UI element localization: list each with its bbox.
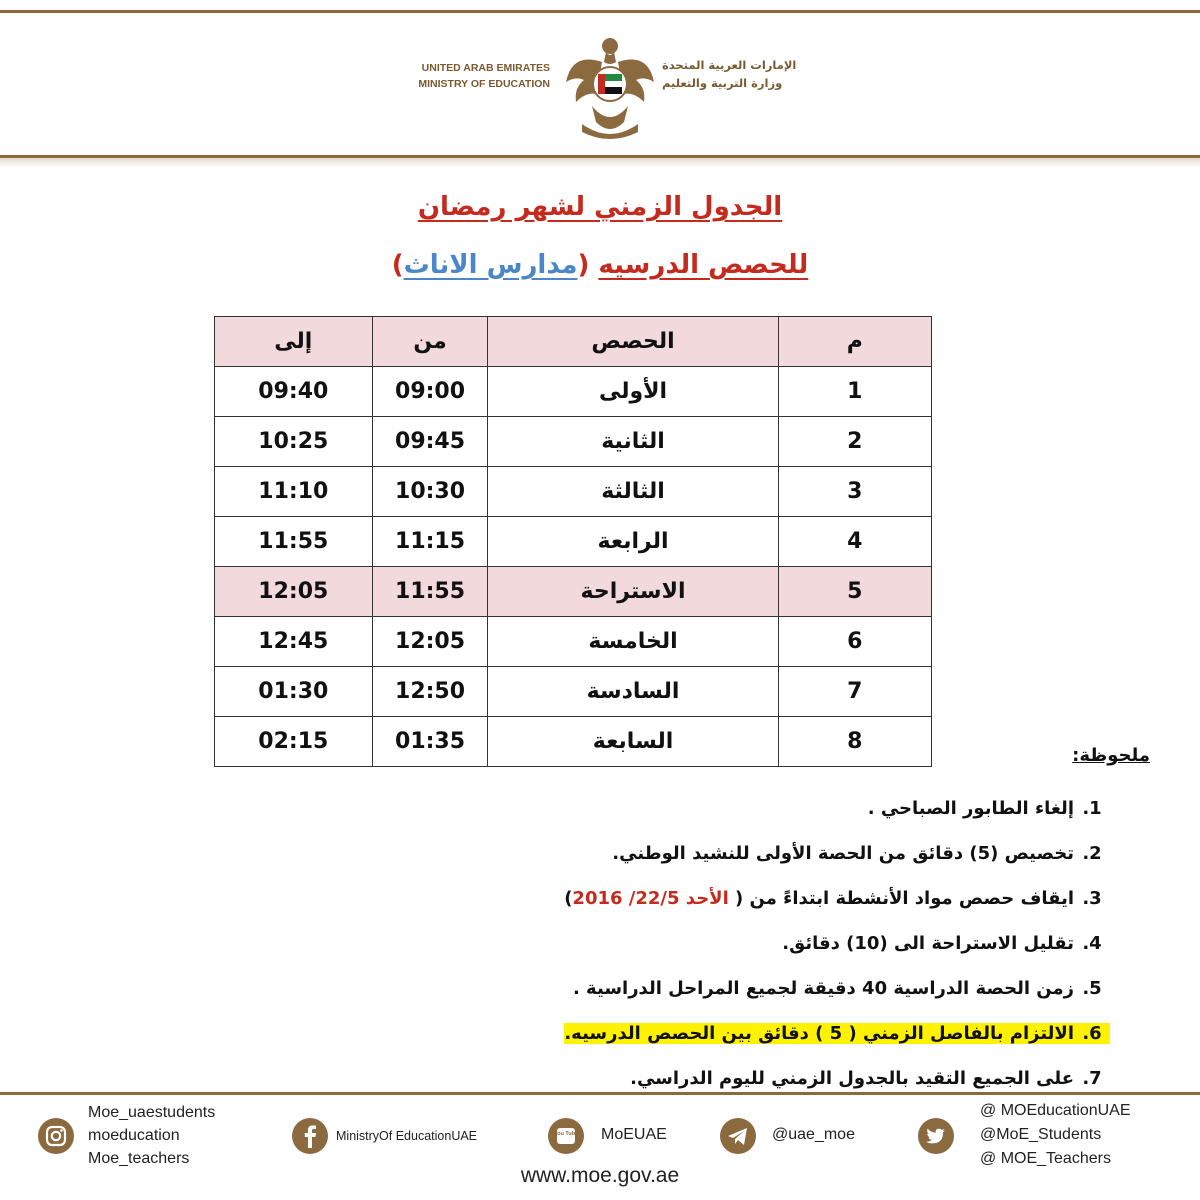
cell-period: الثالثة [488,467,778,517]
twitter-handle-teachers[interactable]: @ MOE_Teachers [980,1150,1111,1167]
note-item [500,966,1110,1011]
note-number: 3. [1082,888,1102,909]
cell-to: 11:55 [215,517,373,567]
youtube-handle[interactable]: MoEUAE [601,1126,667,1143]
notes-list [500,786,1110,1101]
subtitle-main: للحصص الدرسيه [598,250,809,280]
cell-to: 10:25 [215,417,373,467]
cell-period: الاستراحة [488,567,778,617]
youtube-icon-text [554,1131,578,1137]
note-text [564,888,1074,909]
title-line1: الجدول الزمني لشهر رمضان [417,192,783,222]
footer-rule [0,1092,1200,1095]
note-text: زمن الحصة الدراسية 40 دقيقة لجميع المراحل الدراسية . [572,978,1074,999]
top-rule [0,10,1200,13]
note-number: 6. [1074,1023,1110,1044]
cell-from: 09:00 [372,367,488,417]
header-en-line1: UNITED ARAB EMIRATES [421,62,550,74]
note-item [500,786,1110,831]
cell-from: 12:05 [372,617,488,667]
note-item-highlighted [500,1011,1110,1056]
note-text: على الجميع التقيد بالجدول الزمني لليوم الدراسي. [630,1068,1074,1089]
uae-emblem-logo [562,32,658,142]
table-header-row [215,317,932,367]
note-item [500,876,1110,921]
cell-from: 12:50 [372,667,488,717]
header-from: من [372,317,488,367]
table-row [215,517,932,567]
header-num: م [778,317,931,367]
cell-num: 3 [778,467,931,517]
telegram-icon[interactable] [720,1118,756,1154]
note-text-end: ) [564,888,573,909]
instagram-icon[interactable] [38,1118,74,1154]
facebook-handle[interactable]: MinistryOf EducationUAE [336,1129,478,1143]
cell-from: 10:30 [372,467,488,517]
cell-num: 4 [778,517,931,567]
twitter-handle-students[interactable]: @MoE_Students [980,1126,1102,1143]
twitter-handle-main[interactable]: @ MOEducationUAE [980,1102,1131,1119]
cell-num: 7 [778,667,931,717]
cell-to: 12:05 [215,567,373,617]
notes-heading: ملحوظة: [1072,745,1150,766]
twitter-icon[interactable] [918,1118,954,1154]
table-row [215,467,932,517]
note-text: إلغاء الطابور الصباحي . [867,798,1074,819]
cell-from: 01:35 [372,717,488,767]
table-row [215,417,932,467]
cell-to: 01:30 [215,667,373,717]
facebook-icon[interactable] [292,1118,328,1154]
header-rule [0,155,1200,158]
header-arabic [662,56,812,92]
cell-num: 6 [778,617,931,667]
note-item [500,921,1110,966]
cell-num: 5 [778,567,931,617]
instagram-handle-students[interactable]: Moe_uaestudents [88,1104,216,1121]
header-rule-shadow [0,158,1200,168]
cell-from: 11:55 [372,567,488,617]
note-item [500,831,1110,876]
note-number: 1. [1082,798,1102,819]
header-ar-line1: الإمارات العربية المتحدة [662,58,797,72]
note-number: 4. [1082,933,1102,954]
cell-period: الثانية [488,417,778,467]
note-number: 2. [1082,843,1102,864]
page-subtitle [0,250,1200,280]
note-text-start: ايقاف حصص مواد الأنشطة ابتداءً من ( [735,888,1074,909]
website-url[interactable]: www.moe.gov.ae [520,1164,680,1187]
cell-to: 12:45 [215,617,373,667]
cell-period: السابعة [488,717,778,767]
instagram-handle-teachers[interactable]: Moe_teachers [88,1150,190,1167]
cell-num: 8 [778,717,931,767]
schedule-table [214,316,932,767]
cell-period: الأولى [488,367,778,417]
cell-period: السادسة [488,667,778,717]
table-row-break [215,567,932,617]
header-en-line2: MINISTRY OF EDUCATION [418,78,550,90]
telegram-handle[interactable]: @uae_moe [772,1126,855,1143]
page-title [0,192,1200,222]
header-period: الحصص [488,317,778,367]
youtube-icon-you: You Tube [553,1131,579,1137]
note-text: تقليل الاستراحة الى (10) دقائق. [782,933,1074,954]
note-text: تخصيص (5) دقائق من الحصة الأولى للنشيد الوطني. [612,843,1074,864]
cell-to: 02:15 [215,717,373,767]
cell-period: الرابعة [488,517,778,567]
note-number: 5. [1082,978,1102,999]
subtitle-schools: مدارس الاناث [403,250,578,280]
header-english [390,60,550,92]
youtube-icon[interactable] [548,1118,584,1154]
table-row [215,717,932,767]
cell-from: 09:45 [372,417,488,467]
note-number: 7. [1082,1068,1102,1089]
note-text: الالتزام بالفاصل الزمني ( 5 ) دقائق بين الحصص الدرسيه. [564,1023,1074,1044]
header-to: إلى [215,317,373,367]
table-row [215,367,932,417]
cell-num: 2 [778,417,931,467]
cell-from: 11:15 [372,517,488,567]
table-row [215,617,932,667]
cell-to: 09:40 [215,367,373,417]
cell-num: 1 [778,367,931,417]
note-date: الأحد 22/5/ 2016 [572,888,729,909]
subtitle-open-paren: ( [577,250,590,280]
cell-period: الخامسة [488,617,778,667]
subtitle-close-paren: ) [391,250,404,280]
header-ar-line2: وزارة التربية والتعليم [662,76,783,90]
cell-to: 11:10 [215,467,373,517]
table-row [215,667,932,717]
instagram-handle-main[interactable]: moeducation [88,1127,180,1144]
